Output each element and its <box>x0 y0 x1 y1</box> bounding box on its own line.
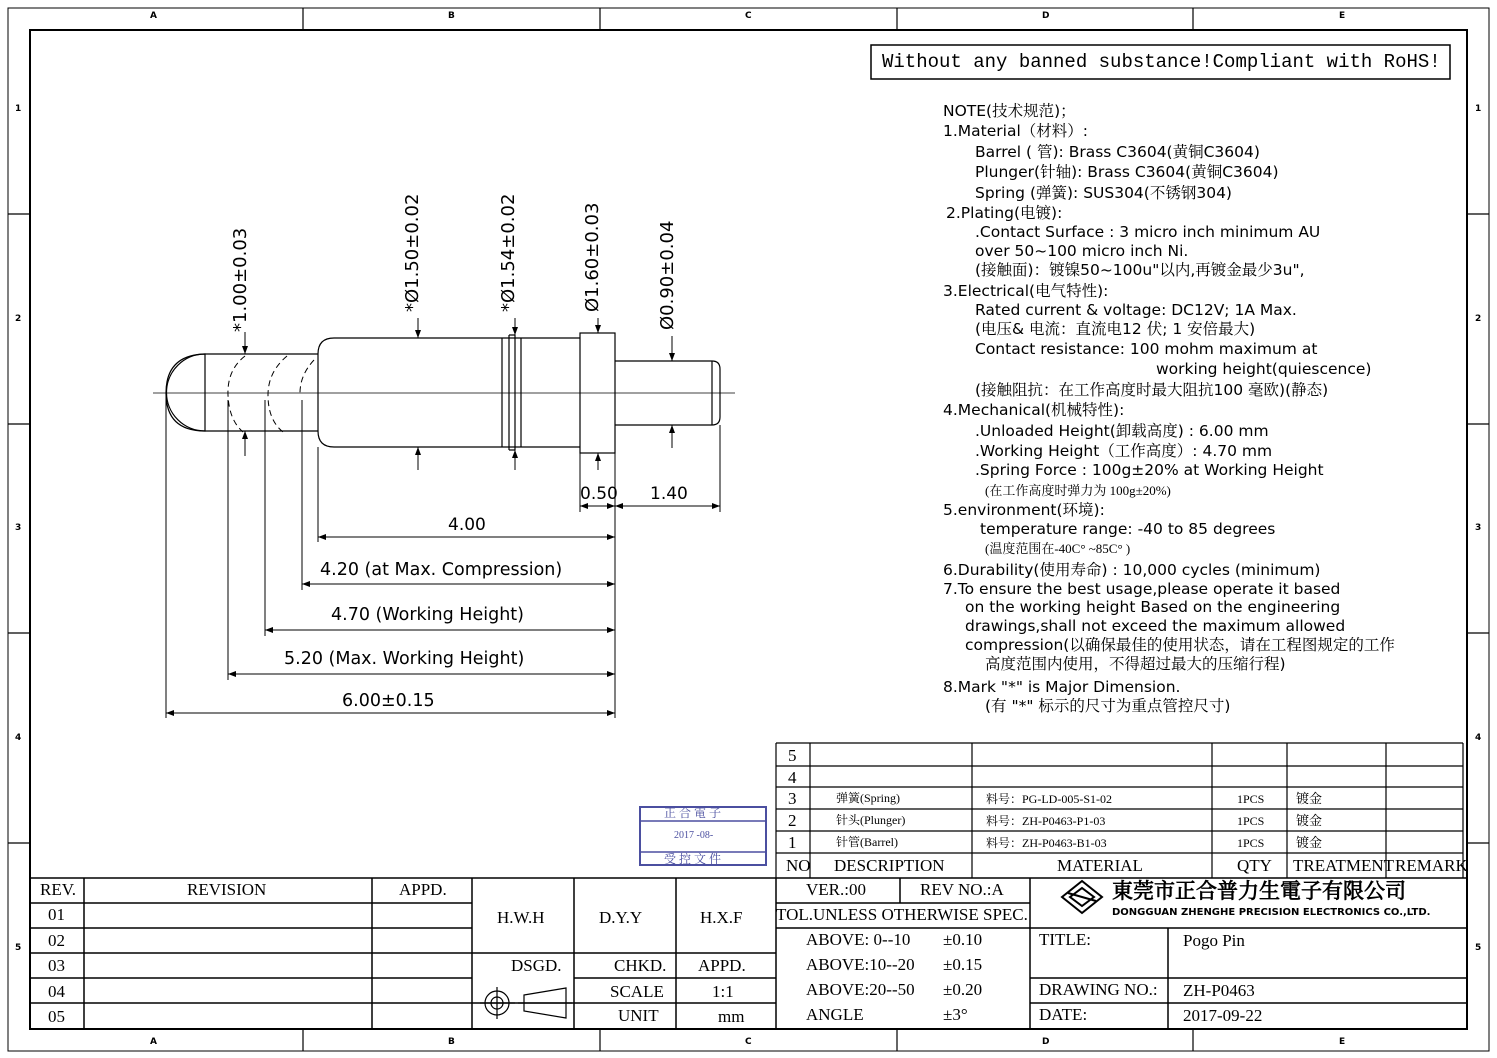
note-3b: (电压& 电流：直流电12 伏; 1 安倍最大) <box>975 320 1256 338</box>
unit-label: UNIT <box>618 1006 659 1025</box>
note-4d: (在工作高度时弹力为 100g±20%) <box>985 483 1171 498</box>
note-3e: (接触阻抗：在工作高度时最大阻抗100 毫欧)(静态) <box>975 381 1329 399</box>
date-value: 2017-09-22 <box>1183 1006 1263 1025</box>
tol-row-4-value: ±3° <box>943 1005 968 1024</box>
dim-max-working-height: 5.20 (Max. Working Height) <box>284 649 525 669</box>
bom-no-5: 5 <box>788 746 797 765</box>
bom-material-3: 料号：PG-LD-005-S1-02 <box>986 792 1112 806</box>
dim-tail-diameter: Ø0.90±0.04 <box>657 220 678 330</box>
dim-working-height: 4.70 (Working Height) <box>331 605 524 625</box>
rev-no-label: REV NO.:A <box>920 880 1004 899</box>
zone-label-a-bottom: A <box>150 1037 157 1047</box>
bom-header-material: MATERIAL <box>1057 856 1143 875</box>
bom-desc-2: 针头(Plunger) <box>836 813 906 827</box>
rohs-banner: Without any banned substance!Compliant with RoHS! <box>882 51 1441 73</box>
bom-no-4: 4 <box>788 768 797 787</box>
zone-label-4: 4 <box>15 733 22 743</box>
note-4b: .Working Height（工作高度）: 4.70 mm <box>975 442 1273 460</box>
dim-barrel-diameter: *Ø1.50±0.02 <box>402 193 423 312</box>
note-5a: temperature range: -40 to 85 degrees <box>980 520 1276 538</box>
bom-material-2: 料号：ZH-P0463-P1-03 <box>986 814 1106 828</box>
stamp-controlled: 受 控 文 件 <box>664 852 722 866</box>
version-label: VER.:00 <box>806 880 866 899</box>
title-label: TITLE: <box>1039 930 1091 949</box>
company-name-en: DONGGUAN ZHENGHE PRECISION ELECTRONICS CO.,LTD. <box>1112 907 1431 918</box>
bom-qty-3: 1PCS <box>1237 792 1265 806</box>
title-value: Pogo Pin <box>1183 931 1245 950</box>
rev-row-05: 05 <box>48 1007 65 1026</box>
tol-row-3-value: ±0.20 <box>943 980 983 999</box>
bom-desc-3: 弹簧(Spring) <box>836 791 900 805</box>
note-4: 4.Mechanical(机械特性): <box>943 401 1125 419</box>
bom-qty-2: 1PCS <box>1237 814 1265 828</box>
bom-treatment-3: 镀金 <box>1296 791 1323 806</box>
dim-overall-length: 6.00±0.15 <box>342 691 435 711</box>
dim-tip-diameter: *1.00±0.03 <box>230 227 251 332</box>
appd-label: APPD. <box>698 956 746 975</box>
bom-header-description: DESCRIPTION <box>834 856 945 875</box>
rev-row-04: 04 <box>48 982 65 1001</box>
dim-groove-diameter: *Ø1.54±0.02 <box>498 193 519 312</box>
bom-header-treatment: TREATMENT <box>1293 856 1395 875</box>
zone-label-a: A <box>150 11 157 21</box>
zone-label-e: E <box>1339 11 1346 21</box>
scale-label: SCALE <box>610 982 664 1001</box>
zone-label-5: 5 <box>15 943 22 953</box>
zone-label-2: 2 <box>15 314 22 324</box>
zone-label-3-right: 3 <box>1475 523 1482 533</box>
note-7e: 高度范围内使用，不得超过最大的压缩行程) <box>985 655 1286 673</box>
bom-header-remark: REMARK <box>1395 856 1468 875</box>
company-logo-icon <box>1058 879 1106 915</box>
dim-barrel-length: 4.00 <box>448 515 486 535</box>
zone-label-d-bottom: D <box>1042 1037 1050 1047</box>
note-3a: Rated current & voltage: DC12V; 1A Max. <box>975 301 1297 319</box>
note-3: 3.Electrical(电气特性): <box>943 282 1109 300</box>
note-7b: on the working height Based on the engineering <box>965 598 1341 616</box>
note-4c: .Spring Force : 100g±20% at Working Height <box>975 461 1324 479</box>
bom-material-1: 料号：ZH-P0463-B1-03 <box>986 836 1107 850</box>
note-8: 8.Mark "*" is Major Dimension. <box>943 678 1181 696</box>
zone-label-2-right: 2 <box>1475 314 1482 324</box>
zone-label-5-right: 5 <box>1475 943 1482 953</box>
zone-label-c-bottom: C <box>745 1037 752 1047</box>
bom-header-qty: QTY <box>1237 856 1272 875</box>
zone-label-b-bottom: B <box>448 1037 455 1047</box>
dim-max-compression: 4.20 (at Max. Compression) <box>320 560 563 580</box>
bom-no-2: 2 <box>788 811 797 830</box>
rev-row-03: 03 <box>48 956 65 975</box>
note-1a: Barrel ( 管): Brass C3604(黄铜C3604) <box>975 143 1260 161</box>
note-5b: (温度范围在-40C° ~85C° ) <box>985 541 1131 556</box>
rev-row-02: 02 <box>48 931 65 950</box>
signoff-dyy: D.Y.Y <box>599 908 643 927</box>
note-1c: Spring (弹簧): SUS304(不锈钢304) <box>975 184 1232 202</box>
zone-label-b: B <box>448 11 455 21</box>
tol-row-3-range: ABOVE:20--50 <box>806 980 915 999</box>
revision-header: REVISION <box>187 880 267 899</box>
company-name-cn: 東莞市正合普力生電子有限公司 <box>1112 879 1406 903</box>
bom-header-no: NO <box>786 856 811 875</box>
date-label: DATE: <box>1039 1005 1088 1024</box>
unit-value: mm <box>718 1007 745 1026</box>
chkd-label: CHKD. <box>614 956 667 975</box>
rev-header: REV. <box>40 880 77 899</box>
zone-label-e-bottom: E <box>1339 1037 1346 1047</box>
bom-no-1: 1 <box>788 833 797 852</box>
zone-label-d: D <box>1042 11 1050 21</box>
tol-row-1-value: ±0.10 <box>943 930 983 949</box>
dim-collar-diameter: Ø1.60±0.03 <box>582 202 603 312</box>
stamp-company: 正 合 電 子 <box>664 806 722 820</box>
note-2: 2.Plating(电镀): <box>946 204 1063 222</box>
zone-label-1-right: 1 <box>1475 104 1482 114</box>
projection-symbol-icon <box>484 991 574 1015</box>
tol-row-2-value: ±0.15 <box>943 955 983 974</box>
zone-label-3: 3 <box>15 523 22 533</box>
note-8a: (有 "*" 标示的尺寸为重点管控尺寸) <box>985 697 1231 715</box>
note-1: 1.Material（材料）: <box>943 122 1088 140</box>
note-7a: 7.To ensure the best usage,please operate it based <box>943 580 1341 598</box>
zone-label-c: C <box>745 11 752 21</box>
signoff-hxf: H.X.F <box>700 908 743 927</box>
note-2a: .Contact Surface : 3 micro inch minimum AU <box>975 223 1321 241</box>
zone-label-1: 1 <box>15 104 22 114</box>
tol-row-2-range: ABOVE:10--20 <box>806 955 915 974</box>
drawing-no-label: DRAWING NO.: <box>1039 980 1158 999</box>
dsgd-label: DSGD. <box>511 956 562 975</box>
stamp-date: 2017 -08- <box>674 830 714 841</box>
bom-treatment-1: 镀金 <box>1296 835 1323 850</box>
scale-value: 1:1 <box>712 982 734 1001</box>
zone-label-4-right: 4 <box>1475 733 1482 743</box>
note-5: 5.environment(环境): <box>943 501 1105 519</box>
note-1b: Plunger(针轴): Brass C3604(黄铜C3604) <box>975 163 1279 181</box>
dim-collar-length: 0.50 <box>580 484 618 504</box>
note-2c: (接触面)：镀镍50~100u"以内,再镀金最少3u", <box>975 261 1305 279</box>
bom-qty-1: 1PCS <box>1237 836 1265 850</box>
bom-desc-1: 针管(Barrel) <box>836 835 898 849</box>
note-7d: compression(以确保最佳的使用状态，请在工程图规定的工作 <box>965 636 1395 654</box>
tolerance-header: TOL.UNLESS OTHERWISE SPEC. <box>776 905 1028 924</box>
note-4a: .Unloaded Height(卸载高度) : 6.00 mm <box>975 422 1269 440</box>
note-3d: working height(quiescence) <box>1156 360 1372 378</box>
note-3c: Contact resistance: 100 mohm maximum at <box>975 340 1318 358</box>
drawing-no-value: ZH-P0463 <box>1183 981 1255 1000</box>
note-2b: over 50~100 micro inch Ni. <box>975 242 1189 260</box>
bom-treatment-2: 镀金 <box>1296 813 1323 828</box>
bom-no-3: 3 <box>788 789 797 808</box>
signoff-hwh: H.W.H <box>497 908 545 927</box>
rev-appd-header: APPD. <box>399 880 447 899</box>
rev-row-01: 01 <box>48 905 65 924</box>
tol-row-1-range: ABOVE: 0--10 <box>806 930 911 949</box>
note-7c: drawings,shall not exceed the maximum allowed <box>965 617 1346 635</box>
notes-title: NOTE(技术规范)； <box>943 102 1076 120</box>
note-6: 6.Durability(使用寿命) : 10,000 cycles (minimum) <box>943 561 1321 579</box>
dim-tail-length: 1.40 <box>650 484 688 504</box>
tol-row-4-range: ANGLE <box>806 1005 864 1024</box>
